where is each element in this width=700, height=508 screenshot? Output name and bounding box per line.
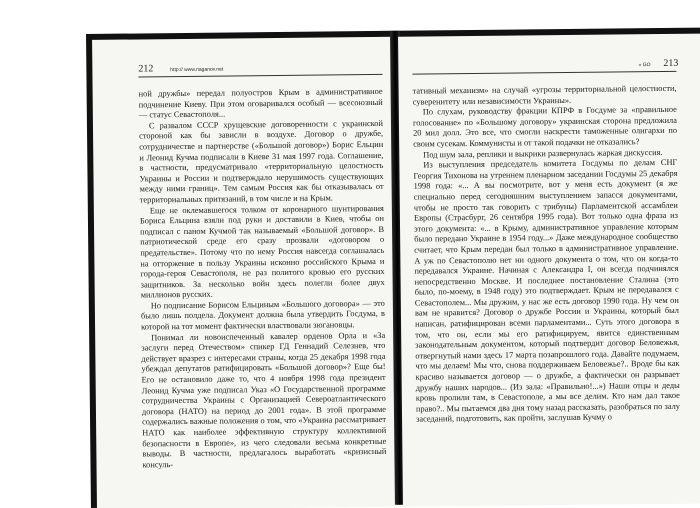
open-book — [86, 28, 700, 508]
right-page-body — [413, 84, 681, 426]
right-page-header — [638, 58, 678, 69]
paragraph: По слухам, руководству фракции КПРФ в Госдуме за «правильное голосование» по «Большому договору» украинская сторона предложила 20 мил долл. Это все, что смогли наскрести таможенные олигархи по своим сусекам. Коммунисты и от такой подачки не отказались? — [412, 105, 678, 149]
left-page-body — [139, 87, 387, 471]
right-header-rule — [412, 71, 676, 75]
left-header-rule — [138, 74, 382, 78]
paragraph: тативный механизм» на случай «угрозы территориальной целостности, суверенитету или независимости Украины». — [412, 83, 677, 107]
left-page-number: 212 — [138, 63, 154, 75]
left-page-header — [138, 63, 223, 75]
right-page — [398, 34, 700, 507]
left-page — [92, 37, 397, 508]
paragraph: Но подписание Борисом Ельциным «Большого договора» — это было лишь полдела. Документ должна была утвердить Госдума, в которой на тот момент фактически властвовали зюгановцы. — [140, 298, 385, 332]
right-page-marker: » GO — [638, 62, 651, 69]
paragraph: Из выступления председатель комитета Госдумы по делам СНГ Георгия Тихонова на утреннем пленарном заседании Госдумы 25 декабря 1998 года: «... А вы посмотрите, вот у меня есть документ (я же специально перед сегодняшним выступлением запасся документами, чтобы не просто так говорить с трибуны) Парламентской ассамблеи Европы (Страсбург, 26 сентября 1995 года). Вот только одна фраза из этого документа: «... в Крыму, административное управление которым было передано Украине в 1954 году...» Даже международное сообщество считает, что Крым передан был только в административное управление. А уж по Севастополю нет ни одного документа о том, что он когда-то передавался Украине. Начиная с Александра I, он всегда подчинялся непосредственно Москве. И последнее постановление Сталина (это было, по-моему, в 1948 году) это подтверждает. Крым не передавался с Севастополем... Мы дружим, у нас же есть договор 1990 года. Ну чем он вам не нравится? Договор о дружбе России и Украины, который был написан, ратифицирован всеми парламентами... Суть этого договора в том, что он, если мы его ратифицируем, явится единственным законодательным документом, который подтвердит договор Беловежья, отвергнутый нами здесь 17 марта позапрошлого года. Давайте подумаем, что мы делаем! Мы что, снова поддерживаем Беловежье?.. Вроде бы как красиво называется договор — о дружбе, а фактически он разрывает дружбу наших народов... (Из зала: «Правильно!...») Наши отцы и деды кровь пролили там, в Севастополе, а мы все делим. Кто нам дал такое право?.. Мы пытаемся два дня тому назад рассказать, разобраться по залу заседаний, подготовить, как пройти, заслушав Кучму о — [413, 157, 680, 424]
paragraph: ной дружбы» передал полуостров Крым в административное подчинение Киеву. При этом оговаривался особый — всесоюзный — статус Севастополя... — [138, 86, 383, 120]
paragraph: С развалом СССР хрущевские договоренности с украинской стороной как бы зависли в воздухе. Договор о дружбе, сотрудничестве и партнерстве («Большой договор») Борис Ельцин и Леонид Кучма подписали в Киеве 31 мая 1997 года. Соглашение, в частности, предусматривало «территориальную целостность Украины и России и подтверждало нерушимость существующих между ними границ». Тем самым Россия как бы отказывалась от территориальных притязаний, в том числе и на Крым. — [139, 118, 384, 205]
left-page-site-url: http:// www.naganov.net — [170, 66, 224, 74]
right-page-number: 213 — [663, 57, 679, 69]
paragraph: Еще не оклемавшегося толком от коронарного шунтирования Бориса Ельцина взяли под руки и доставили в Киев, чтобы он подписал с паном Кучмой так называемый «Большой договор». В патриотической среде его сразу прозвали «договором о предательстве». Потому что по нему Россия навсегда соглашалась на отторжение в пользу Украины исконно российского Крыма и города-героя Севастополя, не раз политого кровью его русских защитников. За несколько войн здесь полегли более двух миллионов русских. — [139, 203, 385, 300]
paragraph: Под шум зала, реплики и выкрики развернулась жаркая дискуссия. — [423, 147, 663, 160]
paragraph: Понимал ли новоиспеченный кавалер орденов Орла и «За заслуги перед Отечеством» спикер ГД Геннадий Селезнев, что действует вразрез с интересами страны, когда 25 декабря 1998 года убеждал депутатов ратифицировать «Большой договор»? Еще бы! Его не остановило даже то, что 4 ноября 1998 года президент Леонид Кучма уже подписал Указ «О Государственной программе сотрудничества Украины с Организацией Североатлантического договора (НАТО) на период до 2001 года». В этой программе содержались важные положения о том, что «Украина рассматривает НАТО как наиболее эффективную структуру коллективной безопасности в Европе», из чего следовали весьма конкретные выводы. В частности, предлагалось выработать «кризисный консуль- — [141, 330, 387, 470]
